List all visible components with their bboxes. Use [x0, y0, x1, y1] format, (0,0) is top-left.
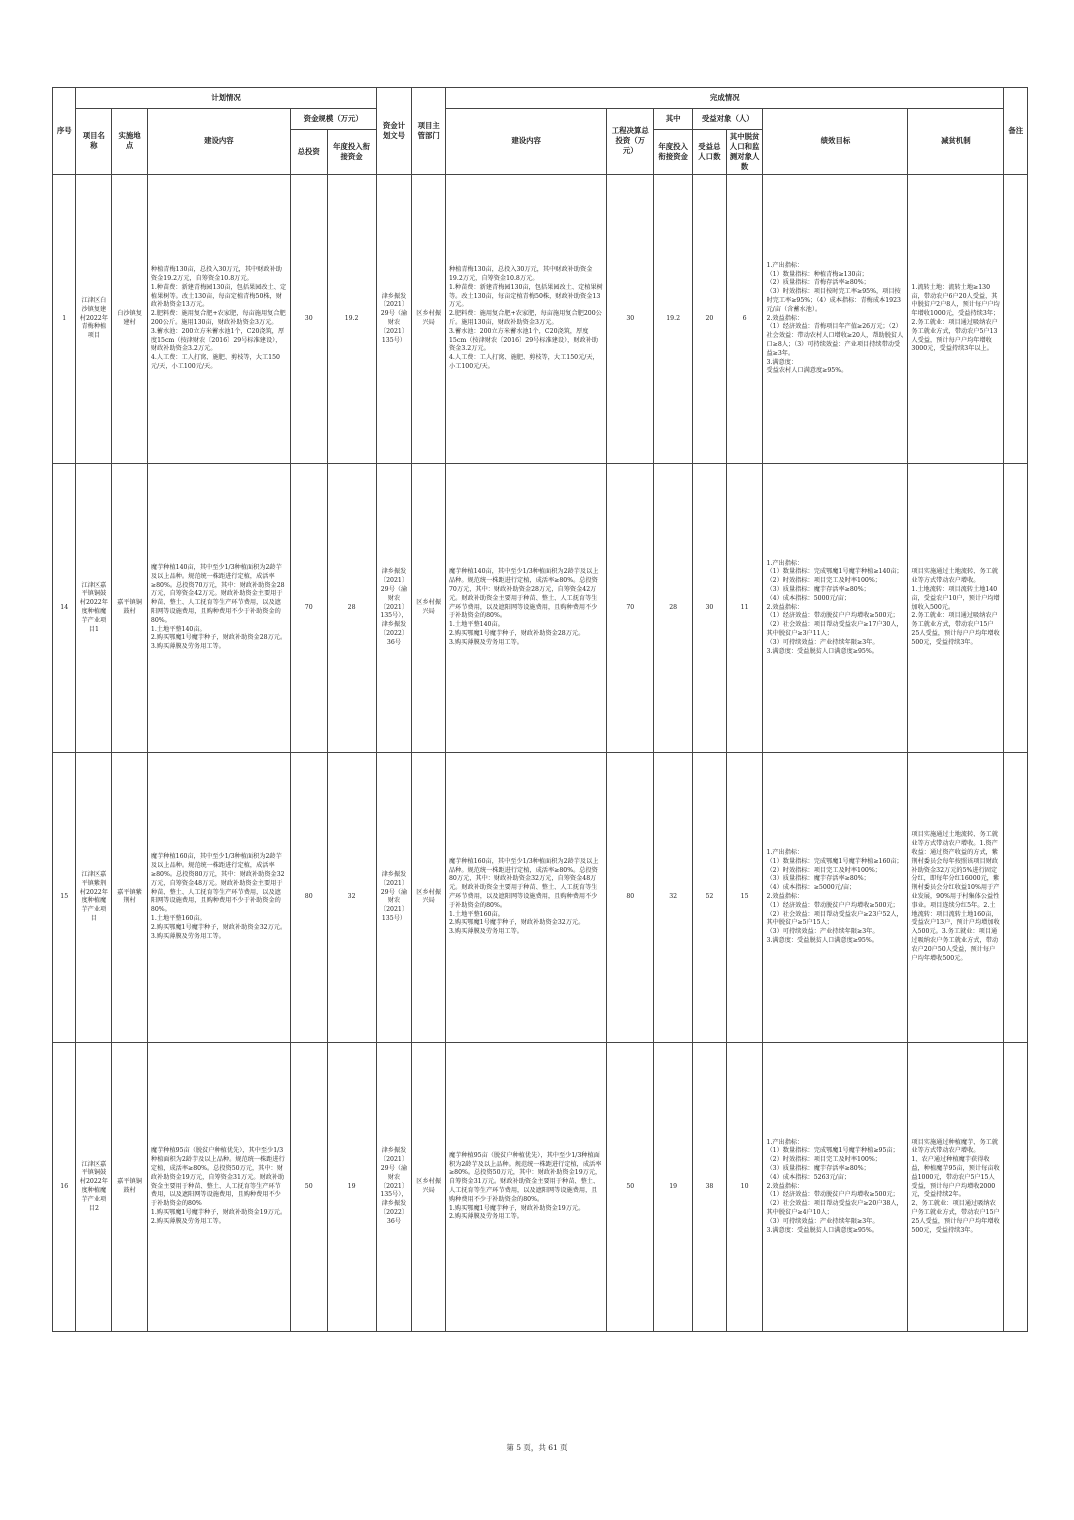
cell-total: 70 [290, 463, 327, 752]
header-content: 建设内容 [147, 109, 290, 175]
cell-benef-poor: 11 [726, 463, 763, 752]
cell-benef-total: 38 [693, 1042, 727, 1331]
cell-doc: 津乡振发〔2021〕29号（渝财农〔2021〕135号），津乡振发〔2022〕36号 [376, 463, 412, 752]
cell-seq: 1 [53, 174, 76, 463]
cell-content: 魔芋种植160亩，其中至少1/3种植面积为2龄芋及以上品种。规范统一株距进行定植，成活率≥80%。总投资80万元，其中：财政补助资金32万元，自筹资金48万元。财政补助资金主要用于种苗、整土、人工抚育等生产环节费用，以及遮阳网等设施费用，且购种费用不少于补助资金的80%。 1.土地平整160亩。 2.购买鄂魔1号魔芋种子，财政补助资金32万元。 3.购买薄膜及劳务用工等。 [147, 752, 290, 1042]
cell-mech: 1.流转土地：流转土地≥130亩，带动农户6户20人受益，其中脱贫户2户8人，预计每户户均年增收1000元，受益持续3年； 2.务工就业：项目通过吸纳农户务工就业方式，带动农户5户13人受益，预计每户户均年增收3000元，受益持续3年以上。 [908, 174, 1004, 463]
cell-seq: 14 [53, 463, 76, 752]
table-row [53, 752, 1028, 1042]
table-row [53, 174, 1028, 463]
cell-dept: 区乡村振兴局 [412, 1042, 446, 1331]
cell-mech: 项目实施通过种植魔芋、务工就业等方式带动农户增收。 1、农户通过种植魔芋获得收益，种植魔芋95亩，预计每亩收益1000元，带动农户5户15人受益，预计每户户均增收2000元，受益持续2年。 2、务工就业：项目通过吸纳农户务工就业方式，带动农户15户25人受益，预计每户户均年增收500元，受益持续3年。 [908, 1042, 1004, 1331]
cell-perf: 1.产出指标： （1）数量指标：完成鄂魔1号魔芋种植≥160亩； （2）时效指标：项目完工及时率100%； （3）质量指标：魔芋存活率≥80%； （4）成本指标：≥5000元/亩； 2.效益指标： （1）经济效益：带动脱贫户户均增收≥500元； （2）社会效益：项目帮动受益农户≥23户52人，其中脱贫户≥5户15人； （3）可持续效益：产业持续年限≥3年。 3.满意度：受益脱贫人口满意度≥95%。 [763, 752, 908, 1042]
cell-settle: 80 [607, 752, 654, 1042]
cell-annual: 19.2 [327, 174, 376, 463]
header-benef-poor: 其中脱贫人口和监测对象人数 [726, 130, 763, 175]
cell-total: 50 [290, 1042, 327, 1331]
cell-name: 江津区白沙镇复建村2022年青梅种植项目 [76, 174, 112, 463]
cell-location: 嘉平镇铜鼓村 [112, 463, 148, 752]
cell-total: 80 [290, 752, 327, 1042]
project-table [52, 87, 1028, 1332]
cell-dept: 区乡村振兴局 [412, 463, 446, 752]
cell-location: 白沙镇复建村 [112, 174, 148, 463]
cell-mech: 项目实施通过土地流转、务工就业等方式带动农户增收。1.资产收益：通过资产收益的方式，紫荆村委员会每年按照该项目财政补助资金32万元的5%进行固定分红，即每年分红16000元，紫荆村委员会分红收益10%用于产业发展，90%用于村集体公益性事业。项目连续分红5年。2.土地流转：项目流转土地160亩，受益农户13户，预计户均增加收入500元。3.务工就业：项目通过吸纳农户务工就业方式，带动农户20户50人受益，预计每户户均年增收500元。 [908, 752, 1004, 1042]
header-c-content: 建设内容 [446, 109, 607, 175]
cell-location: 嘉平镇紫荆村 [112, 752, 148, 1042]
cell-benef-total: 30 [693, 463, 727, 752]
cell-name: 江津区嘉平镇紫荆村2022年度种植魔芋产业项目 [76, 752, 112, 1042]
header-doc: 资金计划文号 [376, 88, 412, 175]
cell-name: 江津区嘉平镇铜鼓村2022年度种植魔芋产业项目1 [76, 463, 112, 752]
header-benef-total: 受益总人口数 [693, 130, 727, 175]
cell-c-content: 种植青梅130亩，总投入30万元，其中财政补助资金19.2万元，自筹资金10.8万元。 1.种苗费：新建青梅园130亩，包括果园改土、定植果树等。改土130亩，每亩定植青梅50株，财政补助资金13万元。 2.肥料费：施用复合肥+农家肥，每亩施用复合肥200公斤。施用130亩，财政补助资金3万元。 3.蓄水池：200立方米蓄水池1个，C20浇筑，厚度15cm（按津财农〔2016〕29号标准建设），财政补助资金3.2万元。 4.人工费：工人打窝、施肥、剪枝等，大工150元/天，小工100元/天。 [446, 174, 607, 463]
header-settle: 工程决算总投资（万元） [607, 109, 654, 175]
cell-content: 魔芋种植140亩，其中至少1/3种植面积为2龄芋及以上品种。规范统一株距进行定植，成活率≥80%。总投资70万元，其中：财政补助资金28万元，自筹资金42万元。财政补助资金主要用于种苗、整土、人工抚育等生产环节费用，以及遮阳网等设施费用，且购种费用不少于补助资金的80%。 1.土地平整140亩。 2.购买鄂魔1号魔芋种子，财政补助资金28万元。 3.购买薄膜及劳务用工等。 [147, 463, 290, 752]
header-perf: 绩效目标 [763, 109, 908, 175]
cell-settle: 30 [607, 174, 654, 463]
cell-doc: 津乡振发〔2021〕29号（渝财农〔2021〕135号） [376, 752, 412, 1042]
cell-remark [1004, 463, 1028, 752]
cell-perf: 1.产出指标： （1）数量指标：完成鄂魔1号魔芋种植≥95亩； （2）时效指标：项目完工及时率100%； （3）质量指标：魔芋存活率≥80%； （4）成本指标：5263元/亩； 2.效益指标： （1）经济效益：带动脱贫户户均增收≥500元； （2）社会效益：项目帮动受益农户≥20户38人，其中脱贫户≥4户10人； （3）可持续效益：产业持续年限≥3年。 3.满意度：受益脱贫人口满意度≥95%。 [763, 1042, 908, 1331]
cell-annual: 19 [327, 1042, 376, 1331]
cell-content: 种植青梅130亩，总投入30万元，其中财政补助资金19.2万元，自筹资金10.8万元。 1.种苗费：新建青梅园130亩，包括果园改土、定植果树等。改土130亩，每亩定植青梅50株，财政补助资金13万元。 2.肥料费：施用复合肥+农家肥，每亩施用复合肥200公斤。施用130亩，财政补助资金3万元。 3.蓄水池：200立方米蓄水池1个，C20浇筑，厚度15cm（按津财农〔2016〕29号标准建设），财政补助资金3.2万元。 4.人工费：工人打窝、施肥、剪枝等，大工150元/天，小工100元/天。 [147, 174, 290, 463]
table-row [53, 463, 1028, 752]
header-seq: 序号 [53, 88, 76, 175]
header-location: 实施地点 [112, 109, 148, 175]
cell-c-content: 魔芋种植95亩（脱贫户种植优先），其中至少1/3种植面积为2龄芋及以上品种。规范统一株距进行定植，成活率≥80%。总投资50万元，其中：财政补助资金19万元，自筹资金31万元。财政补助资金主要用于种苗、整土、人工抚育等生产环节费用，以及遮阳网等设施费用，且购种费用不少于补助资金的80%。 1.购买鄂魔1号魔芋种子，财政补助资金19万元。 2.购买薄膜及劳务用工等。 [446, 1042, 607, 1331]
cell-name: 江津区嘉平镇铜鼓村2022年度种植魔芋产业项目2 [76, 1042, 112, 1331]
cell-total: 30 [290, 174, 327, 463]
header-remark: 备注 [1004, 88, 1028, 175]
page-number: 第 5 页，共 61 页 [506, 1443, 568, 1452]
header-annual: 年度投入衔接资金 [327, 130, 376, 175]
cell-content: 魔芋种植95亩（脱贫户种植优先），其中至少1/3种植面积为2龄芋及以上品种。规范统一株距进行定植，成活率≥80%。总投资50万元，其中：财政补助资金19万元，自筹资金31万元。财政补助资金主要用于种苗、整土、人工抚育等生产环节费用，以及遮阳网等设施费用，且购种费用不少于补助资金的80% 1.购买鄂魔1号魔芋种子，财政补助资金19万元。 2.购买薄膜及劳务用工等。 [147, 1042, 290, 1331]
header-mech: 减贫机制 [908, 109, 1004, 175]
header-funds-group: 资金规模（万元） [290, 109, 376, 130]
cell-remark [1004, 174, 1028, 463]
header-benef-group: 受益对象（人） [693, 109, 763, 130]
cell-perf: 1.产出指标： （1）数量指标：完成鄂魔1号魔芋种植≥140亩； （2）时效指标：项目完工及时率100%； （3）质量指标：魔芋存活率≥80%； （4）成本指标：5000元/亩； 2.效益指标： （1）经济效益：带动脱贫户户均增收≥500元； （2）社会效益：项目帮动受益农户≥17户30人，其中脱贫户≥3户11人； （3）可持续效益：产业持续年限≥3年。 3.满意度：受益脱贫人口满意度≥95%。 [763, 463, 908, 752]
cell-remark [1004, 752, 1028, 1042]
header-name: 项目名称 [76, 109, 112, 175]
cell-benef-poor: 10 [726, 1042, 763, 1331]
cell-perf: 1.产出指标： （1）数量指标：种植青梅≥130亩； （2）质量指标：青梅存活率≥80%； （3）时效指标：项目按时完工率≥95%，项目按时完工率≥95%；（4）成本指标：青梅成本1923元/亩（含蓄水池）。 2.效益指标： （1）经济效益：青梅项目年产值≥26万元；（2）社会效益：带动农村人口增收≥20人，帮助脱贫人口≥8人；（3）可持续效益：产业项目持续带动受益≥3年。 3.满意度： 受益农村人口满意度≥95%。 [763, 174, 908, 463]
cell-c-annual: 32 [654, 752, 693, 1042]
cell-annual: 32 [327, 752, 376, 1042]
table-row [53, 1042, 1028, 1331]
cell-seq: 15 [53, 752, 76, 1042]
cell-settle: 50 [607, 1042, 654, 1331]
header-dept: 项目主管部门 [412, 88, 446, 175]
header-among-group: 其中 [654, 109, 693, 130]
cell-c-annual: 19.2 [654, 174, 693, 463]
cell-c-content: 魔芋种植140亩，其中至少1/3种植面积为2龄芋及以上品种。规范统一株距进行定植，成活率≥80%。总投资70万元，其中：财政补助资金28万元，自筹资金42万元。财政补助资金主要用于种苗、整土、人工抚育等生产环节费用，以及遮阳网等设施费用，且购种费用不少于补助资金的80%。 1.土地平整140亩。 2.购买鄂魔1号魔芋种子，财政补助资金28万元。 3.购买薄膜及劳务用工等。 [446, 463, 607, 752]
header-total: 总投资 [290, 130, 327, 175]
cell-c-content: 魔芋种植160亩，其中至少1/3种植面积为2龄芋及以上品种。规范统一株距进行定植，成活率≥80%。总投资80万元，其中：财政补助资金32万元，自筹资金48万元。财政补助资金主要用于种苗、整土、人工抚育等生产环节费用，以及遮阳网等设施费用，且购种费用不少于补助资金的80%。 1.土地平整160亩。 2.购买鄂魔1号魔芋种子，财政补助资金32万元。 3.购买薄膜及劳务用工等。 [446, 752, 607, 1042]
cell-benef-total: 20 [693, 174, 727, 463]
cell-seq: 16 [53, 1042, 76, 1331]
cell-doc: 津乡振发〔2021〕29号（渝财农〔2021〕135号） [376, 174, 412, 463]
cell-doc: 津乡振发〔2021〕29号（渝财农〔2021〕135号），津乡振发〔2022〕36号 [376, 1042, 412, 1331]
cell-settle: 70 [607, 463, 654, 752]
header-c-annual: 年度投入衔接资金 [654, 130, 693, 175]
cell-annual: 28 [327, 463, 376, 752]
cell-c-annual: 28 [654, 463, 693, 752]
cell-dept: 区乡村振兴局 [412, 752, 446, 1042]
cell-benef-total: 52 [693, 752, 727, 1042]
cell-benef-poor: 6 [726, 174, 763, 463]
header-plan-group: 计划情况 [76, 88, 376, 109]
header-complete-group: 完成情况 [446, 88, 1004, 109]
cell-dept: 区乡村振兴局 [412, 174, 446, 463]
cell-benef-poor: 15 [726, 752, 763, 1042]
cell-location: 嘉平镇铜鼓村 [112, 1042, 148, 1331]
cell-remark [1004, 1042, 1028, 1331]
cell-c-annual: 19 [654, 1042, 693, 1331]
cell-mech: 项目实施通过土地流转、务工就业等方式带动农户增收。 1.土地流转：项目流转土地140亩，受益农户10户，预计户均增加收入500元。 2.务工就业：项目通过吸纳农户务工就业方式，带动农户15户25人受益，预计每户户均年增收500元，受益持续3年。 [908, 463, 1004, 752]
